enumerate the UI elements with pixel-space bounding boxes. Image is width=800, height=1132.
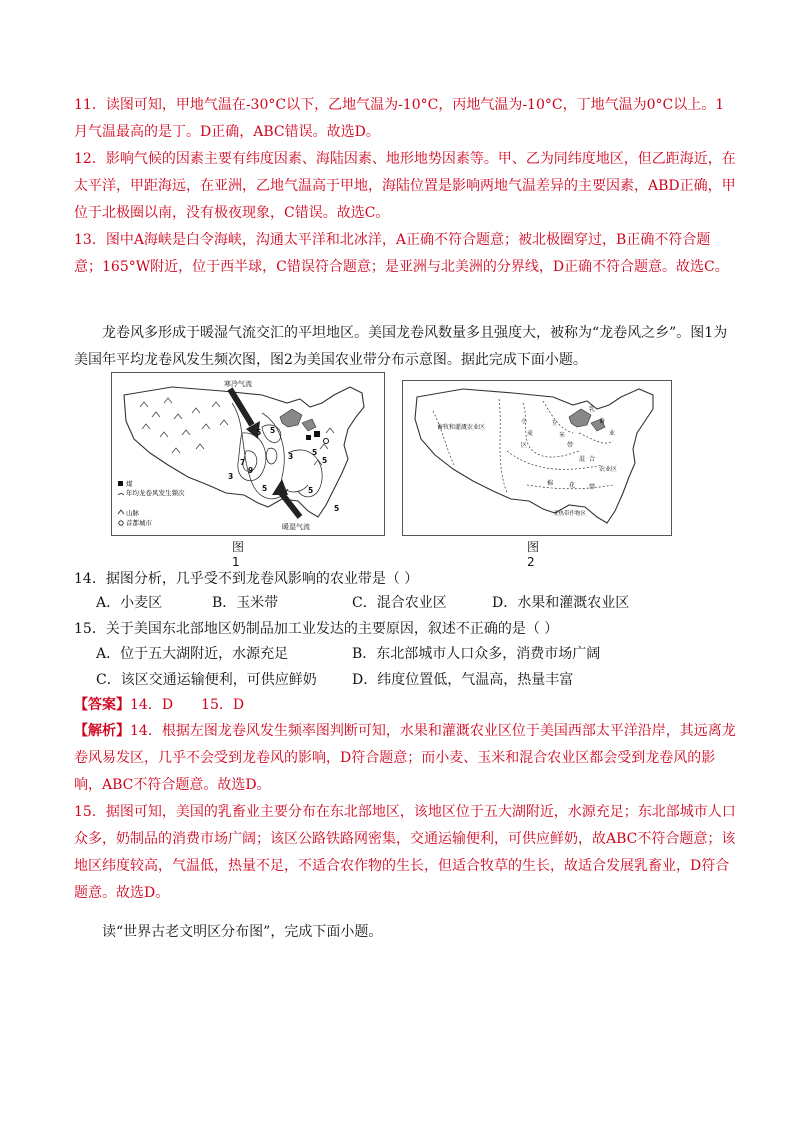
freq-number: 5 bbox=[256, 428, 262, 437]
warm-air-arrow bbox=[272, 479, 300, 517]
legend-mountain: 山脉 bbox=[126, 509, 139, 517]
fig2-cell: 畜 bbox=[599, 418, 606, 425]
fig2-bottom-label: 亚热带作物区 bbox=[553, 511, 587, 517]
q11-explanation: 11．读图可知，甲地气温在-30°C以下，乙地气温为-10°C，丙地气温为-10°C，丁地气温为0°C以上。1月气温最高的是丁。D正确，ABC错误。故选D。 bbox=[74, 97, 725, 140]
agriculture-belt-map bbox=[403, 381, 671, 535]
legend-coal: 煤 bbox=[126, 480, 133, 488]
q14-option-c: C．混合农业区 bbox=[352, 595, 447, 611]
q14-option-b: B．玉米带 bbox=[212, 595, 279, 611]
fig2-cell: 小 bbox=[521, 418, 528, 425]
q14-stem: 14．据图分析，几乎受不到龙卷风影响的农业带是（ ） bbox=[74, 571, 419, 587]
q15-options-row1 bbox=[96, 644, 738, 664]
fig2-cell: 带 bbox=[567, 442, 574, 449]
freq-number: 5 bbox=[322, 456, 328, 465]
freq-number: 3 bbox=[288, 452, 294, 461]
fig2-cell: 区 bbox=[521, 442, 528, 449]
figure-1-legend bbox=[118, 479, 185, 527]
fig2-cell: 玉 bbox=[551, 420, 558, 427]
q15-stem: 15．关于美国东北部地区奶制品加工业发达的主要原因，叙述不正确的是（ ） bbox=[74, 621, 559, 637]
q14-option-d: D．水果和灌溉农业区 bbox=[492, 595, 630, 611]
q15-option-b: B．东北部城市人口众多，消费市场广阔 bbox=[352, 646, 601, 662]
q15-options-row2 bbox=[96, 670, 738, 690]
analysis-tag: 【解析】 bbox=[74, 723, 130, 739]
q14-option-a: A．小麦区 bbox=[96, 595, 163, 611]
tornado-frequency-map bbox=[112, 373, 384, 535]
q14-options bbox=[96, 593, 738, 613]
legend-freq: 年均龙卷风发生频次 bbox=[126, 489, 185, 497]
answer-tag: 【答案】 bbox=[74, 697, 130, 713]
q15-option-d: D．纬度位置低，气温高，热量丰富 bbox=[352, 672, 574, 688]
freq-number: 5 bbox=[312, 448, 318, 457]
analysis-14 bbox=[74, 718, 738, 799]
figure-2-caption: 图2 bbox=[527, 540, 540, 569]
fig2-cell: 带 bbox=[589, 484, 596, 491]
fig2-cell: 米 bbox=[559, 432, 566, 439]
fig2-region-label: 畜牧和灌溉农业区 bbox=[437, 424, 486, 431]
freq-number: 5 bbox=[262, 484, 268, 493]
freq-number: 5 bbox=[270, 426, 276, 435]
analysis-15: 15．据图可知，美国的乳畜业主要分布在东北部地区，该地区位于五大湖附近，水源充足；东北部城市人口众多，奶制品的消费市场广阔；该区公路铁路网密集，交通运输便利，可供应鲜奶，故ABC不符合题意；该地区纬度较高，气温低，热量不足，不适合农作物的生长，但适合牧草的生长，故适合发展乳畜业，D符合题意。故选D。 bbox=[74, 804, 736, 901]
fig2-cell: 麦 bbox=[527, 430, 534, 437]
figure-1-tornado-map bbox=[111, 372, 385, 536]
answer-line bbox=[74, 692, 738, 719]
fig2-cell: 混 bbox=[579, 456, 586, 463]
q15-option-c: C．该区交通运输便利，可供应鲜奶 bbox=[96, 672, 317, 688]
fig2-cell: 花 bbox=[569, 482, 576, 489]
freq-number: 3 bbox=[228, 472, 234, 481]
fig2-cell: 棉 bbox=[547, 480, 554, 487]
freq-number: 7 bbox=[240, 458, 246, 467]
cold-air-label: 寒冷气流 bbox=[224, 380, 252, 388]
analysis-14-text: 14．根据左图龙卷风发生频率图判断可知，水果和灌溉农业区位于美国西部太平洋沿岸，其远离龙卷风易发区，几乎不会受到龙卷风的影响，D符合题意；而小麦、玉米和混合农业区都会受到龙卷风的影响，ABC不符合题意。故选D。 bbox=[74, 723, 736, 793]
fig2-cell: 合 bbox=[589, 456, 596, 463]
next-question-intro: 读“世界古老文明区分布图”，完成下面小题。 bbox=[102, 924, 383, 940]
figure-1-caption: 图1 bbox=[232, 540, 245, 569]
legend-capital: 首都城市 bbox=[126, 519, 152, 527]
answer-text: 14．D 15．D bbox=[130, 697, 245, 713]
fig2-cell: 业 bbox=[609, 430, 616, 437]
freq-number: 9 bbox=[248, 466, 254, 475]
warm-air-label: 暖湿气流 bbox=[282, 523, 310, 531]
tornado-intro: 龙卷风多形成于暖湿气流交汇的平坦地区。美国龙卷风数量多且强度大，被称为“龙卷风之乡”。图1为美国年平均龙卷风发生频次图，图2为美国农业带分布示意图。据此完成下面小题。 bbox=[74, 325, 728, 368]
figure-2-agriculture-map bbox=[402, 380, 672, 536]
q12-explanation: 12．影响气候的因素主要有纬度因素、海陆因素、地形地势因素等。甲、乙为同纬度地区，但乙距海近，在太平洋，甲距海远，在亚洲，乙地气温高于甲地，海陆位置是影响两地气温差异的主要因素，ABD正确，甲位于北极圈以南，没有极夜现象，C错误。故选C。 bbox=[74, 151, 736, 221]
freq-number: 5 bbox=[334, 504, 340, 513]
q15-option-a: A．位于五大湖附近，水源充足 bbox=[96, 646, 289, 662]
fig2-cell: 乳 bbox=[589, 406, 596, 413]
freq-number: 5 bbox=[308, 486, 314, 495]
q13-explanation: 13．图中A海峡是白令海峡，沟通太平洋和北冰洋，A正确不符合题意；被北极圈穿过，B正确不符合题意；165°W附近，位于西半球，C错误符合题意；是亚洲与北美洲的分界线，D正确不符合题意。故选C。 bbox=[74, 232, 729, 275]
fig2-cell: 农业区 bbox=[599, 466, 618, 473]
